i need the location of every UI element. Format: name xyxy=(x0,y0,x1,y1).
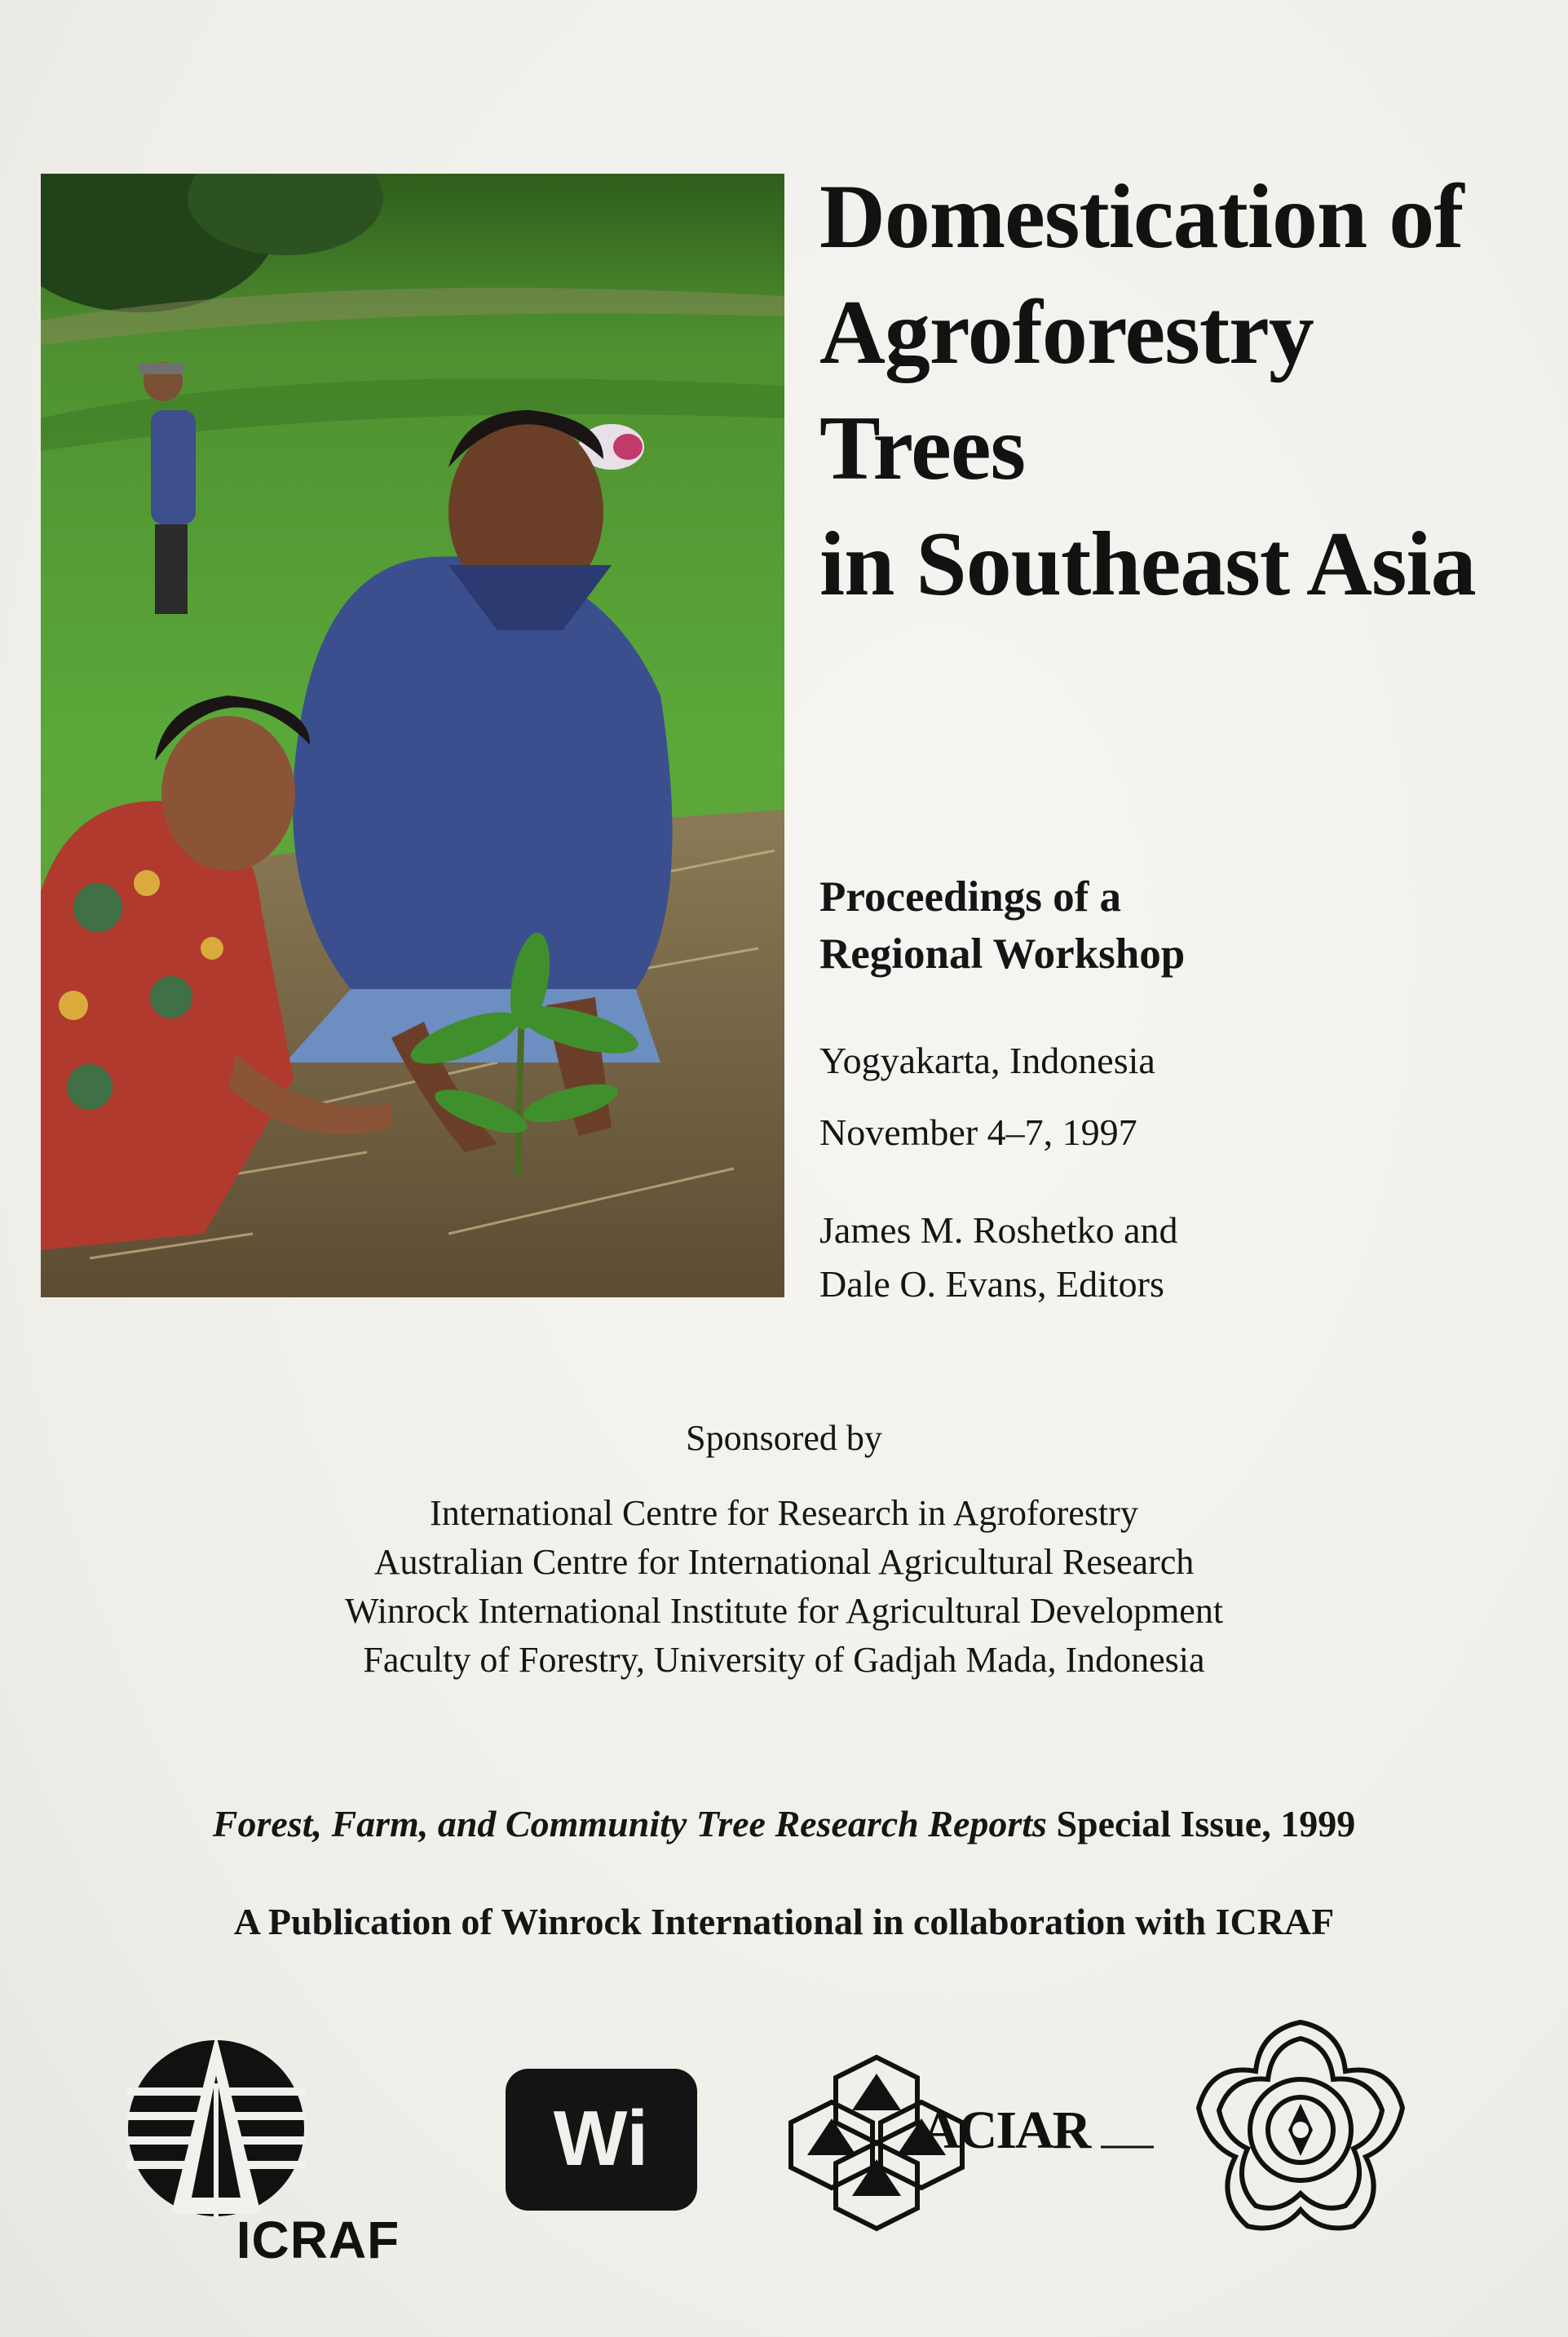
sponsor-item: Australian Centre for International Agricultural Research xyxy=(373,1542,1195,1582)
proceedings-line: Regional Workshop xyxy=(819,930,1186,978)
winrock-logo-text: Wi xyxy=(553,2095,649,2182)
sponsored-by-heading: Sponsored by xyxy=(686,1418,882,1458)
title-line: Trees xyxy=(819,398,1026,499)
workshop-date: November 4–7, 1997 xyxy=(819,1111,1137,1153)
book-title xyxy=(819,159,1537,622)
series-line xyxy=(0,1802,1568,1845)
winrock-logo xyxy=(506,2069,697,2211)
aciar-logo-text: ACIAR xyxy=(921,2101,1090,2160)
sponsor-item: International Centre for Research in Agroforestry xyxy=(430,1493,1138,1533)
editors xyxy=(819,1204,1178,1311)
title-line: Domestication of xyxy=(819,166,1464,267)
sponsor-list xyxy=(0,1489,1568,1685)
icraf-logo-text: ICRAF xyxy=(236,2211,400,2269)
title-line: Agroforestry xyxy=(819,282,1314,383)
editors-line: James M. Roshetko and xyxy=(819,1209,1178,1251)
sponsor-item: Winrock International Institute for Agricultural Development xyxy=(344,1591,1224,1631)
workshop-location: Yogyakarta, Indonesia xyxy=(819,1040,1155,1081)
sponsor-item: Faculty of Forestry, University of Gadjah Mada, Indonesia xyxy=(363,1640,1205,1680)
proceedings-subtitle xyxy=(819,868,1537,983)
title-line: in Southeast Asia xyxy=(819,514,1476,615)
cover-photo-illustration xyxy=(41,174,784,1297)
editors-line: Dale O. Evans, Editors xyxy=(819,1263,1164,1305)
cover-photo xyxy=(41,174,784,1297)
university-seal-logo xyxy=(1190,2014,1411,2246)
series-issue: Special Issue, 1999 xyxy=(1046,1803,1356,1844)
series-name: Forest, Farm, and Community Tree Research Reports xyxy=(212,1803,1047,1844)
publication-line: A Publication of Winrock International in collaboration with ICRAF xyxy=(233,1901,1335,1942)
proceedings-line: Proceedings of a xyxy=(819,873,1121,921)
